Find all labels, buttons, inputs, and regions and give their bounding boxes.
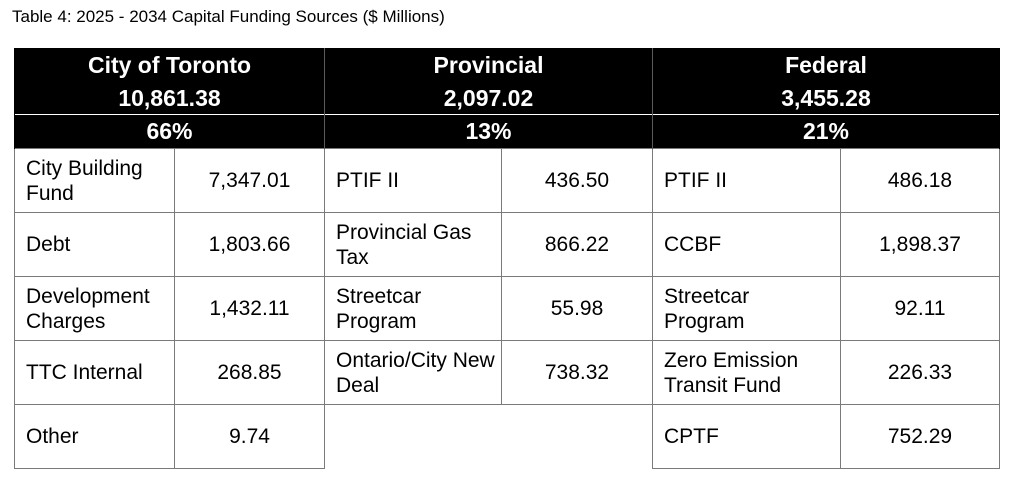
provincial-source-label: PTIF II xyxy=(325,149,502,213)
federal-source-label: CCBF xyxy=(653,213,841,277)
percent-provincial: 13% xyxy=(325,115,653,149)
federal-source-label: CPTF xyxy=(653,405,841,469)
table-caption: Table 4: 2025 - 2034 Capital Funding Sources ($ Millions) xyxy=(12,7,445,26)
provincial-source-value: 738.32 xyxy=(502,341,653,405)
federal-source-value: 226.33 xyxy=(841,341,1000,405)
city-source-value: 9.74 xyxy=(175,405,325,469)
federal-source-value: 752.29 xyxy=(841,405,1000,469)
empty-provincial-cell xyxy=(325,405,653,469)
provincial-source-value: 55.98 xyxy=(502,277,653,341)
provincial-source-label: Provincial Gas Tax xyxy=(325,213,502,277)
provincial-source-value: 436.50 xyxy=(502,149,653,213)
percent-city-of-toronto: 66% xyxy=(15,115,325,149)
percent-federal: 21% xyxy=(653,115,1000,149)
city-source-label: Development Charges xyxy=(15,277,175,341)
federal-source-value: 92.11 xyxy=(841,277,1000,341)
header-city-of-toronto: City of Toronto xyxy=(15,48,325,82)
provincial-source-value: 866.22 xyxy=(502,213,653,277)
federal-source-label: Streetcar Program xyxy=(653,277,841,341)
city-source-label: Other xyxy=(15,405,175,469)
table-row xyxy=(15,341,1000,405)
header-row-source-names xyxy=(15,48,1000,82)
header-federal: Federal xyxy=(653,48,1000,82)
provincial-source-label: Ontario/City New Deal xyxy=(325,341,502,405)
table-row xyxy=(15,149,1000,213)
header-row-totals xyxy=(15,82,1000,115)
table-row xyxy=(15,405,1000,469)
city-source-value: 268.85 xyxy=(175,341,325,405)
header-row-percentages xyxy=(15,115,1000,149)
funding-sources-table xyxy=(14,48,1000,469)
table-row xyxy=(15,213,1000,277)
city-source-value: 1,432.11 xyxy=(175,277,325,341)
header-provincial: Provincial xyxy=(325,48,653,82)
table-row xyxy=(15,277,1000,341)
city-source-value: 1,803.66 xyxy=(175,213,325,277)
total-federal: 3,455.28 xyxy=(653,82,1000,115)
federal-source-label: Zero Emission Transit Fund xyxy=(653,341,841,405)
federal-source-value: 1,898.37 xyxy=(841,213,1000,277)
city-source-label: City Building Fund xyxy=(15,149,175,213)
total-provincial: 2,097.02 xyxy=(325,82,653,115)
federal-source-label: PTIF II xyxy=(653,149,841,213)
city-source-value: 7,347.01 xyxy=(175,149,325,213)
federal-source-value: 486.18 xyxy=(841,149,1000,213)
city-source-label: Debt xyxy=(15,213,175,277)
city-source-label: TTC Internal xyxy=(15,341,175,405)
total-city-of-toronto: 10,861.38 xyxy=(15,82,325,115)
provincial-source-label: Streetcar Program xyxy=(325,277,502,341)
